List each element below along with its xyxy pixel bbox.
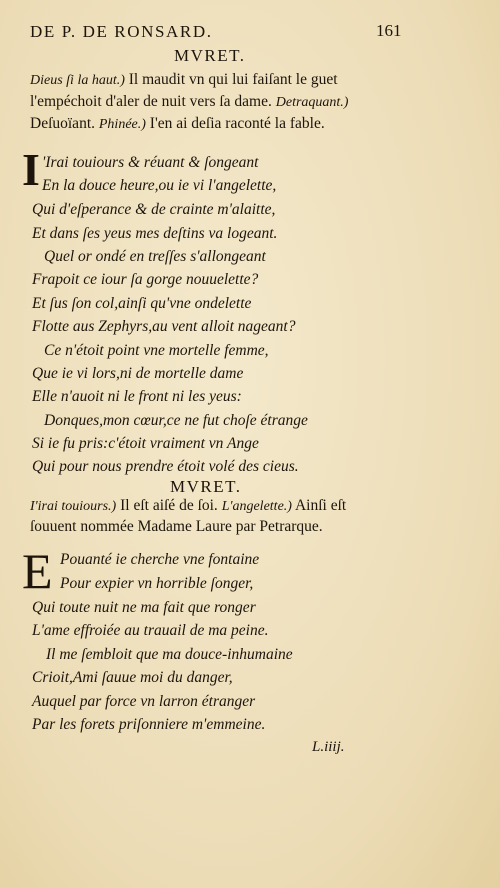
sonnet2-line-4: L'ame effroiée au trauail de ma peine. (32, 622, 269, 639)
sonnet1-line-10: Que ie vi lors,ni de mortelle dame (32, 365, 244, 382)
sonnet1-line-8: Flotte aus Zephyrs,au vent alloit nageant? (32, 318, 296, 335)
sonnet1-line-11: Elle n'auoit ni le front ni les yeus: (32, 388, 242, 405)
sonnet1-line-13: Si ie fu pris:c'étoit vraiment vn Ange (32, 435, 259, 452)
commentary1-text-3b: I'en ai deſia raconté la fable. (145, 115, 325, 132)
sonnet2-line-7: Auquel par force vn larron étranger (32, 693, 256, 710)
sonnet1-line-3: Qui d'eſperance & de crainte m'alaitte, (32, 201, 276, 218)
commentary1-text-2: l'empéchoit d'aler de nuit vers ſa dame. (30, 93, 276, 110)
sonnet2-line-6: Crioit,Ami ſauue moi du danger, (32, 669, 233, 686)
commentary-heading-1: MVRET. (174, 46, 246, 65)
signature-mark: L.iiij. (312, 739, 345, 755)
sonnet1-line-6: Frapoit ce iour ſa gorge nouuelette? (32, 271, 259, 288)
sonnet2-line-2: Pour expier vn horrible ſonger, (60, 575, 254, 592)
sonnet1-line-14: Qui pour nous prendre étoit volé des cieus. (32, 458, 299, 475)
sonnet2-line-8: Par les forets priſonniere m'emmeine. (32, 716, 266, 733)
commentary-heading-2: MVRET. (170, 477, 242, 496)
commentary2-line-2: ſouuent nommée Madame Laure par Petrarque. (30, 518, 323, 535)
sonnet2-line-3: Qui toute nuit ne ma fait que ronger (32, 599, 256, 616)
commentary1-line-2 (30, 94, 348, 110)
sonnet2-line-1: Pouanté ie cherche vne fontaine (60, 551, 260, 568)
commentary1-line-1 (30, 72, 338, 88)
commentary1-text-3a: Deſuoïant. (30, 115, 99, 132)
sonnet1-line-7: Et ſus ſon col,ainſi qu'vne ondelette (32, 295, 252, 312)
sonnet1-line-12: Donques,mon cœur,ce ne fut choſe étrange (44, 412, 308, 429)
commentary2-text-1a: Il eſt aiſé de ſoi. (116, 497, 222, 514)
commentary2-term-2: L'angelette.) (221, 499, 292, 514)
commentary1-term-2: Detraquant.) (275, 95, 349, 110)
commentary1-term-3: Phinée.) (98, 117, 146, 132)
sonnet1-line-2: En la douce heure,ou ie vi l'angelette, (42, 177, 277, 194)
commentary1-text-1: Il maudit vn qui lui faiſant le guet (124, 71, 338, 88)
commentary2-line-1 (30, 498, 346, 514)
page-number: 161 (376, 21, 402, 40)
sonnet1-line-5: Quel or ondé en treſſes s'allongeant (44, 248, 266, 265)
commentary1-term-1: Dieus ſi la haut.) (30, 73, 125, 88)
dropcap-i: I (22, 144, 40, 195)
sonnet1-line-1: 'Irai touiours & réuant & ſongeant (42, 154, 259, 171)
sonnet2-line-5: Il me ſembloit que ma douce-inhumaine (46, 646, 293, 663)
commentary2-term-1: I'irai touiours.) (30, 499, 117, 514)
dropcap-e: E (22, 543, 53, 599)
running-title: DE P. DE RONSARD. (30, 22, 213, 41)
commentary2-text-1b: Ainſi eſt (291, 497, 347, 514)
sonnet1-line-4: Et dans ſes yeus mes deſtins va logeant. (32, 225, 278, 242)
commentary1-line-3 (30, 116, 325, 132)
sonnet1-line-9: Ce n'étoit point vne mortelle femme, (44, 342, 269, 359)
